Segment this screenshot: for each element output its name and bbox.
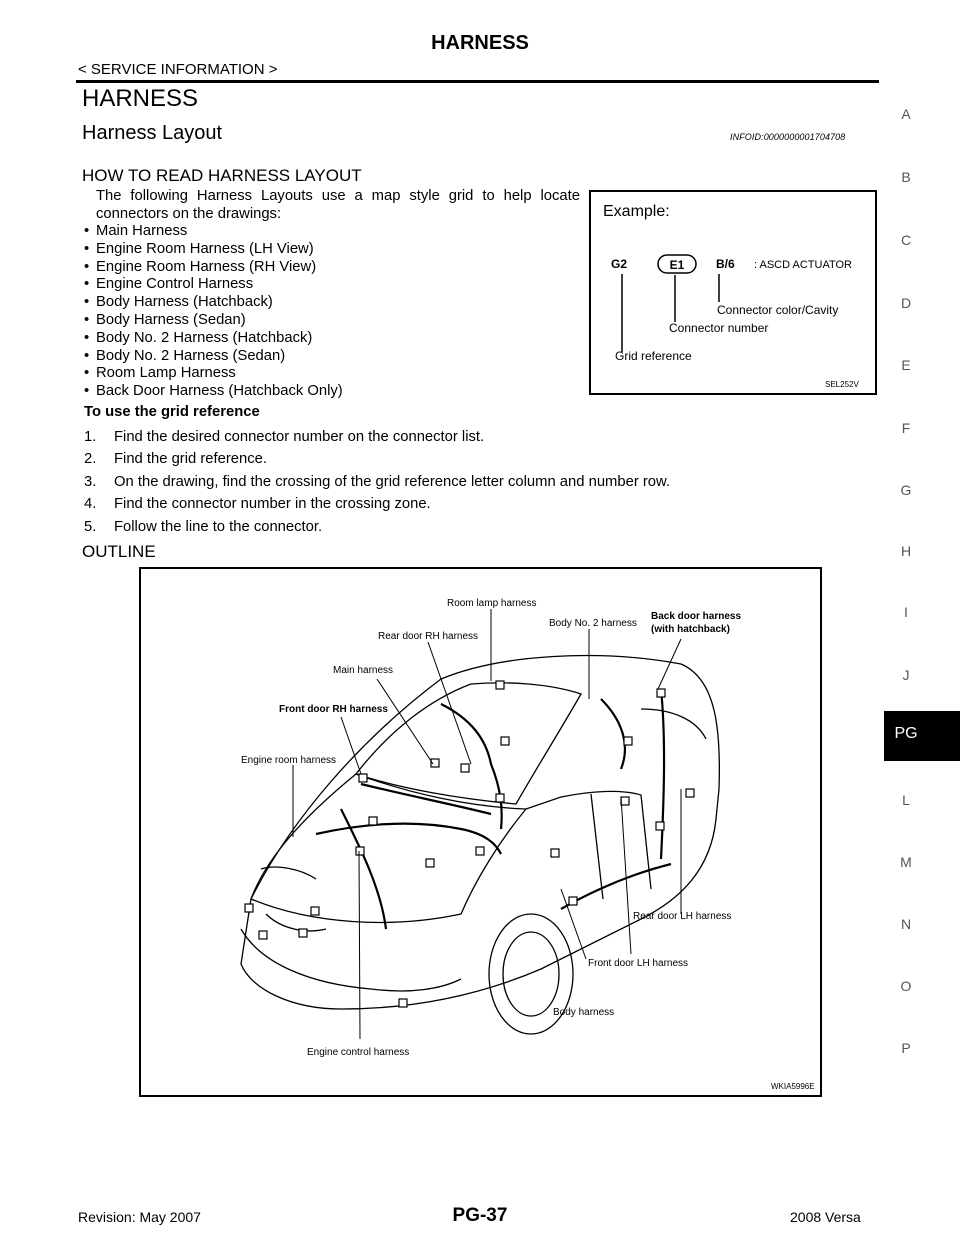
label-front-door-rh: Front door RH harness bbox=[279, 704, 388, 715]
label-back-door: Back door harness bbox=[651, 611, 742, 622]
connector-icon bbox=[311, 907, 319, 915]
tab-f[interactable]: F bbox=[901, 420, 911, 436]
label-rear-door-rh: Rear door RH harness bbox=[378, 631, 479, 642]
tab-l[interactable]: L bbox=[902, 792, 910, 808]
figure-code: WKIA5996E bbox=[771, 1082, 815, 1091]
connector-icon bbox=[501, 737, 509, 745]
tab-g[interactable]: G bbox=[900, 482, 912, 498]
step-item bbox=[84, 448, 670, 470]
label-front-door-lh: Front door LH harness bbox=[588, 958, 689, 969]
connector-name: : ASCD ACTUATOR bbox=[754, 259, 853, 271]
section-label: < SERVICE INFORMATION > bbox=[78, 61, 278, 78]
outline-heading: OUTLINE bbox=[82, 542, 156, 561]
connector-icon bbox=[399, 999, 407, 1007]
step-text: Find the connector number in the crossing zone. bbox=[114, 496, 431, 513]
sub-title: Harness Layout bbox=[82, 122, 223, 144]
tab-h[interactable]: H bbox=[900, 543, 912, 559]
footer-model: 2008 Versa bbox=[790, 1209, 861, 1225]
color-cavity-code: B/6 bbox=[716, 257, 735, 271]
step-number: 5. bbox=[84, 518, 97, 535]
connector-icon bbox=[621, 797, 629, 805]
tab-c[interactable]: C bbox=[900, 232, 912, 248]
tab-pg-label: PG bbox=[894, 725, 918, 742]
tab-p[interactable]: P bbox=[901, 1040, 911, 1056]
connector-icon bbox=[686, 789, 694, 797]
label-body-no2: Body No. 2 harness bbox=[549, 618, 637, 629]
connector-icon bbox=[624, 737, 632, 745]
list-item: • Engine Control Harness bbox=[84, 276, 343, 294]
connector-icon bbox=[245, 904, 253, 912]
list-item: • Main Harness bbox=[84, 223, 343, 241]
list-item: • Room Lamp Harness bbox=[84, 365, 343, 383]
step-number: 3. bbox=[84, 473, 97, 490]
label-rear-door-lh: Rear door LH harness bbox=[633, 911, 732, 922]
tab-i[interactable]: I bbox=[904, 604, 908, 620]
example-figure bbox=[589, 190, 877, 395]
tab-m[interactable]: M bbox=[900, 854, 912, 870]
connector-icon bbox=[476, 847, 484, 855]
grid-ref-code: G2 bbox=[611, 257, 628, 271]
harness-lines bbox=[316, 689, 671, 929]
header-rule bbox=[76, 80, 879, 83]
connector-icon bbox=[461, 764, 469, 772]
tab-o[interactable]: O bbox=[900, 978, 912, 994]
list-item: • Body Harness (Sedan) bbox=[84, 312, 343, 330]
grid-reference-heading: To use the grid reference bbox=[84, 404, 260, 420]
connector-icon bbox=[656, 822, 664, 830]
connector-icon bbox=[356, 847, 364, 855]
list-item: • Engine Room Harness (RH View) bbox=[84, 259, 343, 277]
step-number: 4. bbox=[84, 496, 97, 513]
list-item: • Body No. 2 Harness (Hatchback) bbox=[84, 330, 343, 348]
example-title: Example: bbox=[603, 203, 670, 220]
step-text: Follow the line to the connector. bbox=[114, 518, 323, 535]
footer-page-number: PG-37 bbox=[452, 1205, 508, 1226]
label-back-door-note: (with hatchback) bbox=[651, 624, 730, 635]
list-item: • Back Door Harness (Hatchback Only) bbox=[84, 383, 343, 401]
figure-code: SEL252V bbox=[825, 380, 859, 389]
step-text: On the drawing, find the crossing of the grid reference letter column and number row. bbox=[114, 473, 671, 490]
list-item: • Body No. 2 Harness (Sedan) bbox=[84, 348, 343, 366]
tab-d[interactable]: D bbox=[900, 295, 912, 311]
outline-figure bbox=[139, 567, 822, 1097]
connector-icon bbox=[551, 849, 559, 857]
tab-j[interactable]: J bbox=[902, 667, 910, 683]
connector-icon bbox=[657, 689, 665, 697]
steps-list bbox=[84, 426, 670, 538]
info-id: INFOID:0000000001704708 bbox=[730, 132, 846, 142]
step-item bbox=[84, 471, 670, 493]
car-harness-diagram bbox=[141, 569, 820, 1095]
connector-code: E1 bbox=[669, 258, 685, 272]
label-room-lamp: Room lamp harness bbox=[447, 598, 537, 609]
label-connector-number: Connector number bbox=[669, 321, 769, 335]
connector-icon bbox=[569, 897, 577, 905]
connector-icon bbox=[359, 774, 367, 782]
label-main: Main harness bbox=[333, 665, 394, 676]
connector-icon bbox=[369, 817, 377, 825]
footer-revision: Revision: May 2007 bbox=[78, 1209, 201, 1225]
tab-e[interactable]: E bbox=[901, 357, 911, 373]
step-item bbox=[84, 493, 670, 515]
label-body: Body harness bbox=[553, 1007, 615, 1018]
step-number: 1. bbox=[84, 429, 97, 445]
step-text: Find the grid reference. bbox=[114, 451, 267, 468]
connector-icon bbox=[299, 929, 307, 937]
label-color-cavity: Connector color/Cavity bbox=[717, 303, 839, 317]
example-diagram bbox=[591, 192, 875, 393]
intro-paragraph: The following Harness Layouts use a map style grid to help locate connectors on the drawings: bbox=[96, 188, 580, 222]
connector-icon bbox=[426, 859, 434, 867]
page-header-title: HARNESS bbox=[431, 32, 529, 54]
step-item bbox=[84, 516, 670, 538]
tab-pg-active[interactable] bbox=[884, 711, 960, 761]
label-engine-room: Engine room harness bbox=[241, 755, 337, 766]
tab-a[interactable]: A bbox=[901, 106, 911, 122]
how-to-heading: HOW TO READ HARNESS LAYOUT bbox=[82, 166, 362, 185]
step-number: 2. bbox=[84, 451, 97, 468]
list-item: • Body Harness (Hatchback) bbox=[84, 294, 343, 312]
label-grid-reference: Grid reference bbox=[615, 349, 692, 363]
list-item: • Engine Room Harness (LH View) bbox=[84, 241, 343, 259]
connector-icon bbox=[496, 681, 504, 689]
step-item bbox=[84, 426, 670, 448]
tab-n[interactable]: N bbox=[900, 916, 912, 932]
connector-icon bbox=[259, 931, 267, 939]
harness-list bbox=[84, 223, 343, 401]
label-engine-control: Engine control harness bbox=[307, 1047, 410, 1058]
section-index-tabs bbox=[884, 0, 960, 1242]
step-text: Find the desired connector number on the connector list. bbox=[114, 429, 485, 445]
tab-b[interactable]: B bbox=[901, 169, 911, 185]
connector-icon bbox=[496, 794, 504, 802]
main-title: HARNESS bbox=[82, 85, 199, 112]
